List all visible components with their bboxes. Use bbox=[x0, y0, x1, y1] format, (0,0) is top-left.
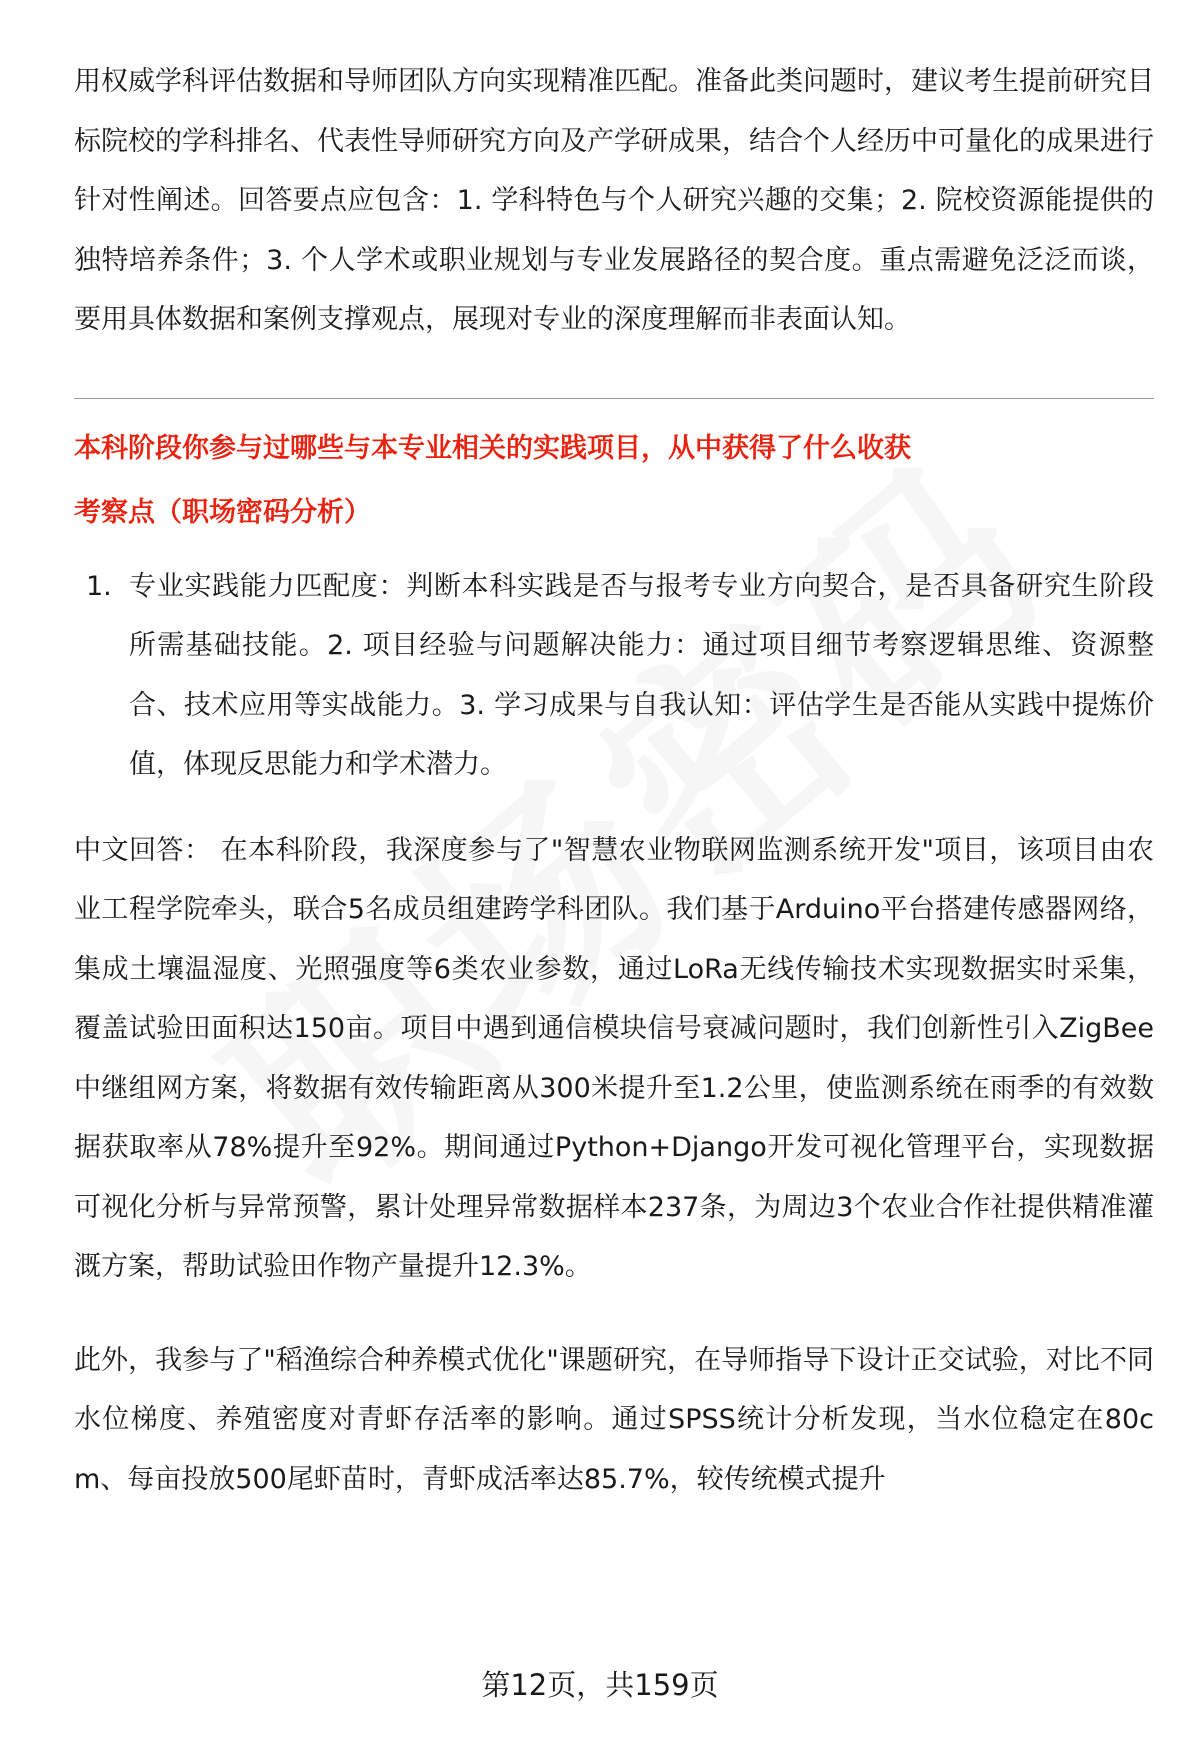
focus-list bbox=[74, 557, 1154, 795]
intro-paragraph: 用权威学科评估数据和导师团队方向实现精准匹配。准备此类问题时，建议考生提前研究目标院校的学科排名、代表性导师研究方向及产学研成果，结合个人经历中可量化的成果进行针对性阐述。回答要点应包含：1. 学科特色与个人研究兴趣的交集；2. 院校资源能提供的独特培养条件；3. 个人学术或职业规划与专业发展路径的契合度。重点需避免泛泛而谈，要用具体数据和案例支撑观点，展现对专业的深度理解而非表面认知。 bbox=[74, 66, 1154, 335]
answer-paragraph-1: 中文回答： 在本科阶段，我深度参与了"智慧农业物联网监测系统开发"项目，该项目由农业工程学院牵头，联合5名成员组建跨学科团队。我们基于Arduino平台搭建传感器网络，集成土壤温湿度、光照强度等6类农业参数，通过LoRa无线传输技术实现数据实时采集，覆盖试验田面积达150亩。项目中遇到通信模块信号衰减问题时，我们创新性引入ZigBee中继组网方案，将数据有效传输距离从300米提升至1.2公里，使监测系统在雨季的有效数据获取率从78%提升至92%。期间通过Python+Django开发可视化管理平台，实现数据可视化分析与异常预警，累计处理异常数据样本237条，为周边3个农业合作社提供精准灌溉方案，帮助试验田作物产量提升12.3%。 bbox=[74, 834, 1154, 1282]
document-body bbox=[74, 52, 1154, 1509]
answer-paragraph-2: 此外，我参与了"稻渔综合种养模式优化"课题研究，在导师指导下设计正交试验，对比不同水位梯度、养殖密度对青虾存活率的影响。通过SPSS统计分析发现，当水位稳定在80cm、每亩投放500尾虾苗时，青虾成活率达85.7%，较传统模式提升 bbox=[74, 1344, 1154, 1495]
focus-title: 考察点（职场密码分析） bbox=[74, 496, 371, 528]
list-item bbox=[74, 557, 1154, 795]
interview-question: 本科阶段你参与过哪些与本专业相关的实践项目，从中获得了什么收获 bbox=[74, 432, 911, 464]
list-item-number: 1. bbox=[86, 570, 112, 602]
section-divider bbox=[74, 398, 1154, 399]
page-footer: 第12页，共159页 bbox=[481, 1668, 719, 1702]
list-item-text: 专业实践能力匹配度：判断本科实践是否与报考专业方向契合，是否具备研究生阶段所需基础技能。2. 项目经验与问题解决能力：通过项目细节考察逻辑思维、资源整合、技术应用等实战能力。3. 学习成果与自我认知：评估学生是否能从实践中提炼价值，体现反思能力和学术潜力。 bbox=[129, 570, 1154, 780]
